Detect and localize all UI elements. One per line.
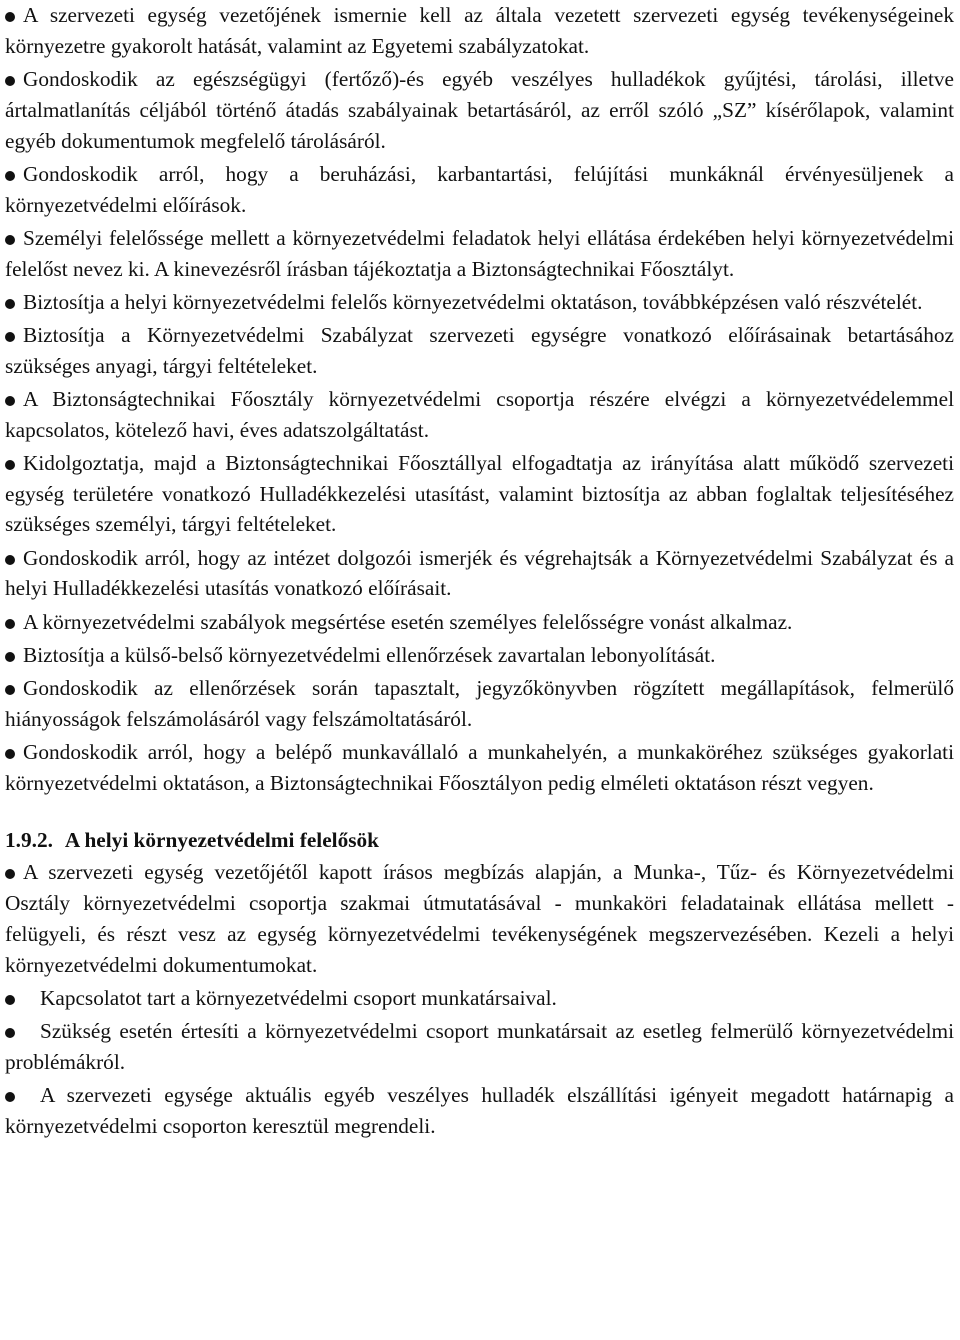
bullet-icon	[5, 652, 15, 662]
list-item-text: A szervezeti egység vezetőjétől kapott írásos megbízás alapján, a Munka-, Tűz- és Környezetvédelmi Osztály környezetvédelmi csoportja szakmai útmutatásával - munkaköri feladatainak ellátása mellett - felügyeli, és részt vesz az egység környezetvédelmi tevékenységének megszervezésében. Kezeli a helyi környezetvédelmi dokumentumokat.	[5, 860, 954, 977]
list-item-text: Kidolgoztatja, majd a Biztonságtechnikai Főosztállyal elfogadtatja az irányítása alatt működő szervezeti egység területére vonatkozó Hulladékkezelési utasítást, valamint biztosítja az abban foglaltak teljesítéséhez szükséges személyi, tárgyi feltételeket.	[5, 450, 954, 537]
bullet-icon	[5, 995, 15, 1005]
list-item-text: Kapcsolatot tart a környezetvédelmi csoport munkatársaival.	[40, 985, 557, 1010]
list-item-text: Biztosítja a külső-belső környezetvédelmi ellenőrzések zavartalan lebonyolítását.	[23, 642, 716, 667]
section-title: A helyi környezetvédelmi felelősök	[64, 827, 379, 852]
list-item	[5, 607, 954, 638]
list-item-text: Gondoskodik arról, hogy az intézet dolgozói ismerjék és végrehajtsák a Környezetvédelmi Szabályzat és a helyi Hulladékkezelési utasítás vonatkozó előírásait.	[5, 545, 954, 601]
list-item	[5, 320, 954, 382]
bullet-icon	[5, 619, 15, 629]
list-item	[5, 64, 954, 156]
section-heading	[5, 825, 954, 856]
local-officers-list	[5, 857, 954, 1141]
bullet-icon	[5, 555, 15, 565]
list-item	[5, 384, 954, 446]
list-item	[5, 448, 954, 540]
bullet-icon	[5, 76, 15, 86]
list-item-text: Gondoskodik arról, hogy a beruházási, karbantartási, felújítási munkáknál érvényesüljenek a környezetvédelmi előírások.	[5, 161, 954, 217]
bullet-icon	[5, 685, 15, 695]
bullet-icon	[5, 299, 15, 309]
bullet-icon	[5, 869, 15, 879]
list-item-text: A szervezeti egység vezetőjének ismernie kell az általa vezetett szervezeti egység tevékenységeinek környezetre gyakorolt hatását, valamint az Egyetemi szabályzatokat.	[5, 3, 954, 58]
list-item	[5, 1080, 954, 1142]
list-item	[5, 287, 954, 318]
bullet-icon	[5, 171, 15, 181]
list-item-text: A szervezeti egysége aktuális egyéb veszélyes hulladék elszállítási igényeit megadott határnapig a környezetvédelmi csoporton keresztül megrendeli.	[5, 1083, 954, 1138]
list-item	[5, 673, 954, 735]
responsibilities-list	[5, 0, 954, 799]
list-item-text: Személyi felelőssége mellett a környezetvédelmi feladatok helyi ellátása érdekében helyi környezetvédelmi felelőst nevez ki. A kinevezésről írásban tájékoztatja a Biztonságtechnikai Főosztályt.	[5, 225, 954, 281]
list-item	[5, 983, 954, 1014]
bullet-icon	[5, 1028, 15, 1038]
bullet-icon	[5, 749, 15, 759]
bullet-icon	[5, 12, 15, 22]
list-item	[5, 159, 954, 221]
list-item-text: Gondoskodik arról, hogy a belépő munkavállaló a munkahelyén, a munkaköréhez szükséges gyakorlati környezetvédelmi oktatáson, a Biztonságtechnikai Főosztályon pedig elméleti oktatáson részt vegyen.	[5, 740, 954, 795]
list-item-text: A környezetvédelmi szabályok megsértése esetén személyes felelősségre vonást alkalmaz.	[23, 609, 793, 634]
list-item-text: Biztosítja a Környezetvédelmi Szabályzat szervezeti egységre vonatkozó előírásainak betartásához szükséges anyagi, tárgyi feltételeket.	[5, 322, 954, 378]
bullet-icon	[5, 235, 15, 245]
list-item	[5, 640, 954, 671]
list-item-text: Biztosítja a helyi környezetvédelmi felelős környezetvédelmi oktatáson, továbbképzésen való részvételét.	[23, 289, 923, 314]
list-item	[5, 223, 954, 285]
list-item	[5, 543, 954, 605]
list-item-text: Gondoskodik az ellenőrzések során tapasztalt, jegyzőkönyvben rögzített megállapítások, felmerülő hiányosságok felszámolásáról vagy felszámoltatásáról.	[5, 676, 954, 731]
list-item-text: A Biztonságtechnikai Főosztály környezetvédelmi csoportja részére elvégzi a környezetvédelemmel kapcsolatos, kötelező havi, éves adatszolgáltatást.	[5, 386, 954, 442]
list-item	[5, 857, 954, 980]
list-item	[5, 1016, 954, 1078]
bullet-icon	[5, 332, 15, 342]
bullet-icon	[5, 460, 15, 470]
list-item	[5, 737, 954, 799]
list-item-text: Szükség esetén értesíti a környezetvédelmi csoport munkatársait az esetleg felmerülő környezetvédelmi problémákról.	[5, 1019, 954, 1074]
bullet-icon	[5, 396, 15, 406]
list-item-text: Gondoskodik az egészségügyi (fertőző)-és egyéb veszélyes hulladékok gyűjtési, tárolási, illetve ártalmatlanítás céljából történő átadás szabályainak betartásáról, az erről szóló „SZ” kísérőlapok, valamint egyéb dokumentumok megfelelő tárolásáról.	[5, 66, 954, 153]
section-number: 1.9.2.	[5, 827, 53, 852]
list-item	[5, 0, 954, 62]
bullet-icon	[5, 1092, 15, 1102]
